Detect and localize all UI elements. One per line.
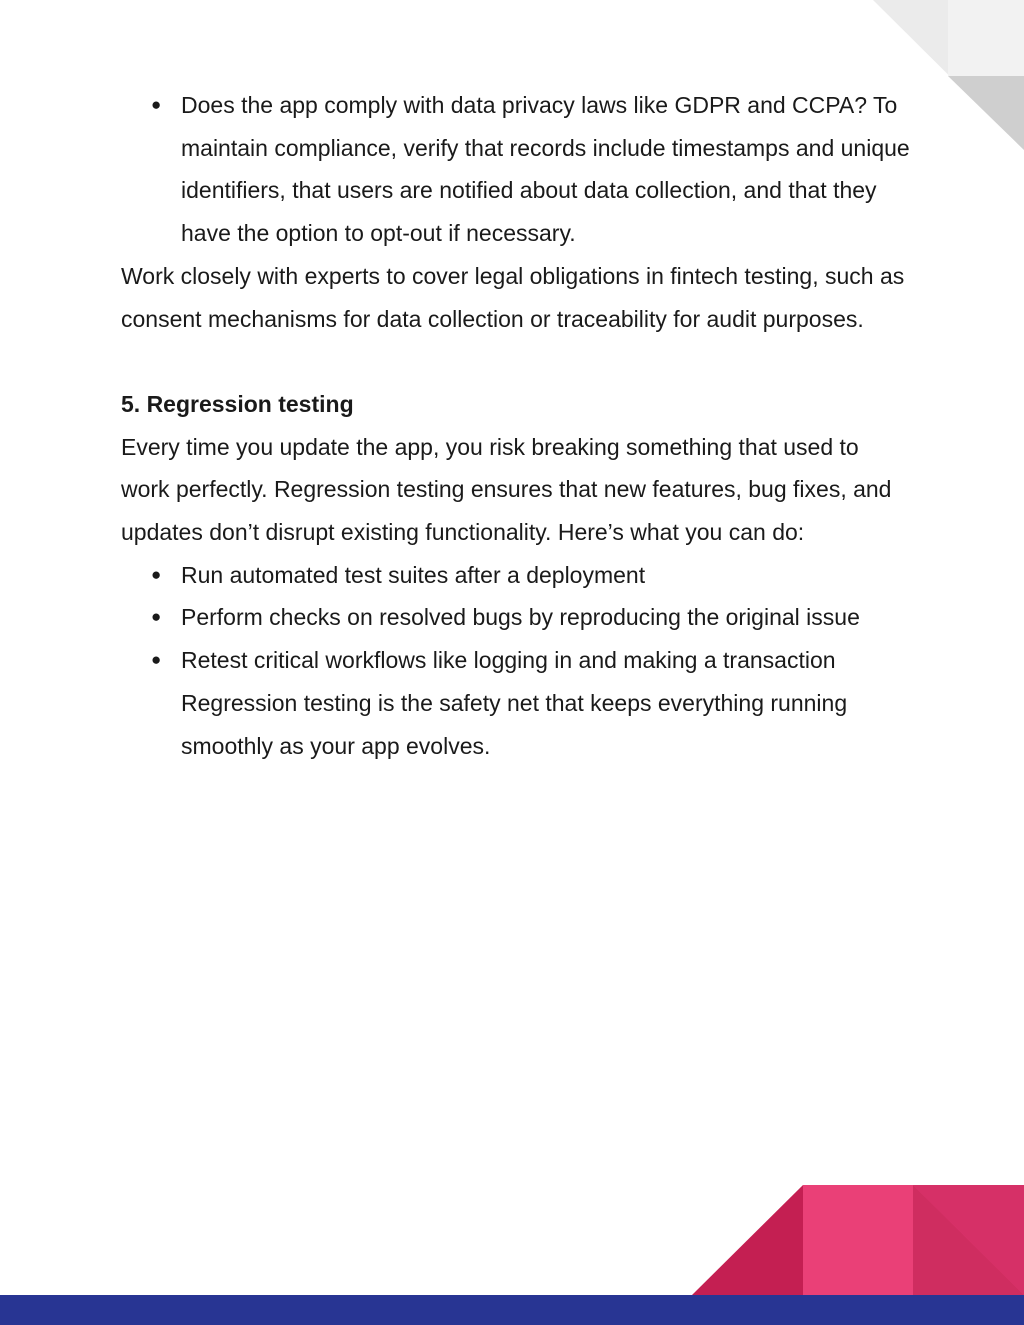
bullet-icon: ● (151, 607, 162, 627)
navy-bottom-bar (0, 1295, 1024, 1325)
pink-triangle (692, 1185, 803, 1295)
regression-closing: Regression testing is the safety net that keeps everything running smoothly as your app evolves. (181, 689, 848, 759)
top-corner-shadow (948, 76, 1024, 150)
regression-list (121, 554, 911, 682)
list-item (121, 596, 911, 639)
section-heading: 5. Regression testing (121, 390, 354, 417)
list-item (121, 639, 911, 682)
regression-item-text: Retest critical workflows like logging in and making a transaction (181, 647, 836, 674)
document-body (121, 84, 911, 767)
regression-item-text: Perform checks on resolved bugs by reproducing the original issue (181, 604, 860, 631)
regression-item-text: Run automated test suites after a deployment (181, 561, 646, 588)
section-spacer (121, 340, 911, 383)
top-corner-square (948, 0, 1024, 76)
regression-intro: Every time you update the app, you risk breaking something that used to work perfectly. Regression testing ensures that new features, bug fixes, and updates don’t disrupt existing functionality. Here’s what you can do: (121, 433, 892, 546)
compliance-bullet-text: Does the app comply with data privacy laws like GDPR and CCPA? To maintain compliance, verify that records include timestamps and unique identifiers, that users are notified about data collection, and that they have the option to opt-out if necessary. (181, 92, 910, 247)
list-item (121, 84, 911, 255)
list-item (121, 554, 911, 597)
bullet-icon: ● (151, 564, 162, 584)
compliance-list (121, 84, 911, 255)
bullet-icon: ● (151, 95, 162, 114)
compliance-paragraph: Work closely with experts to cover legal obligations in fintech testing, such as consent mechanisms for data collection or traceability for audit purposes. (121, 262, 905, 332)
bullet-icon: ● (151, 650, 162, 670)
